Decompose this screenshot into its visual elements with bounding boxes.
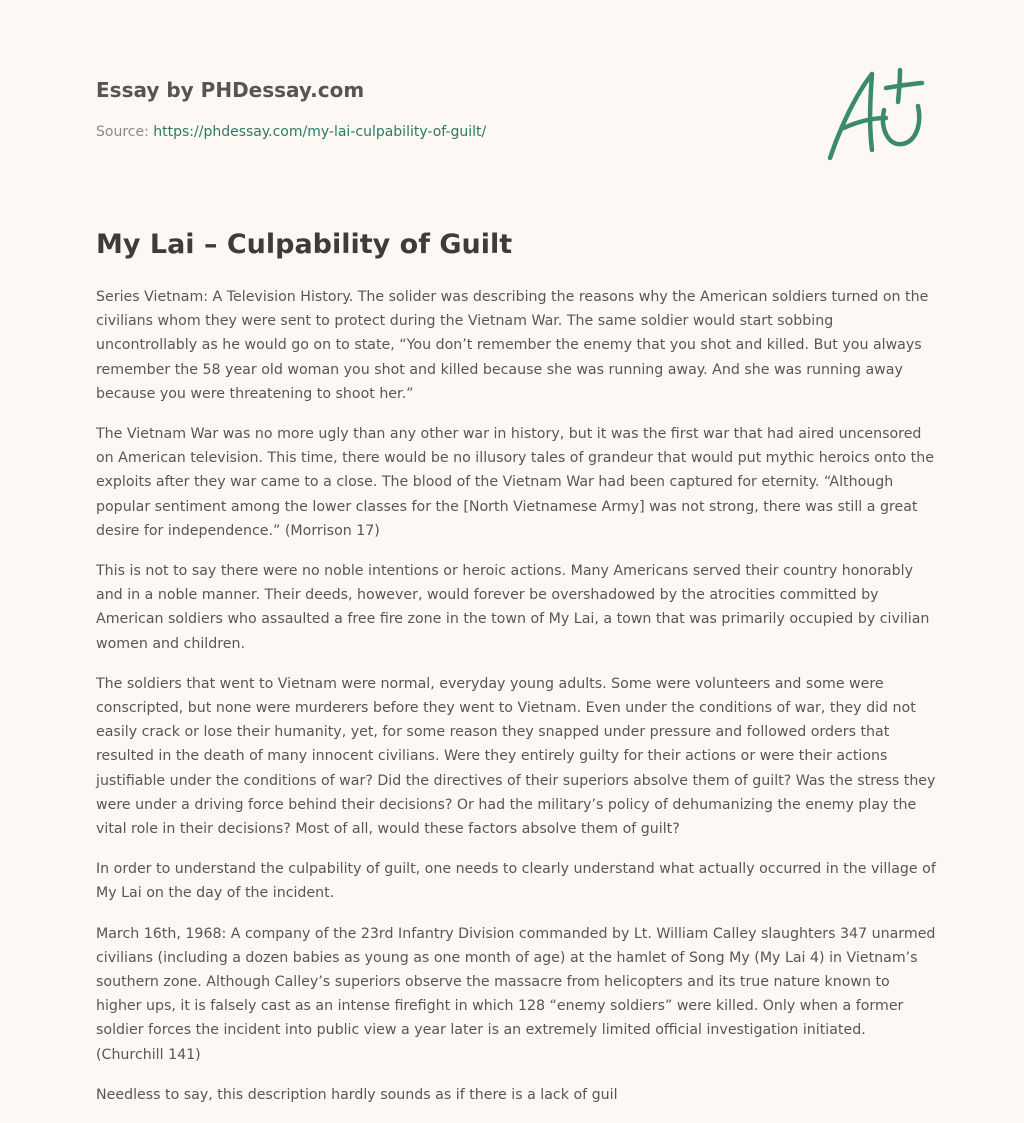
essay-paragraph: March 16th, 1968: A company of the 23rd Infantry Division commanded by Lt. William Calley slaughters 347 unarmed civilians (including a dozen babies as young as one month of age) at the hamlet of Song My (My Lai 4) in Vietnam’s southern zone. Although Calley’s superiors observe the massacre from helicopters and its true nature known to higher ups, it is falsely cast as an intense firefight in which 128 “enemy soldiers” were killed. Only when a former soldier forces the incident into public view a year later is an extremely limited official investigation initiated. (Churchill 141) <box>96 925 936 1063</box>
site-brand: Essay by PHDessay.com <box>96 78 365 102</box>
source-line <box>96 122 796 142</box>
essay-body <box>96 285 936 1123</box>
source-label: Source: <box>96 124 154 140</box>
essay-paragraph: In order to understand the culpability of guilt, one needs to clearly understand what actually occurred in the village of My Lai on the day of the incident. <box>96 861 936 902</box>
essay-paragraph: Series Vietnam: A Television History. The solider was describing the reasons why the American soldiers turned on the civilians whom they were sent to protect during the Vietnam War. The same soldier would start sobbing uncontrollably as he would go on to state, “You don’t remember the enemy that you shot and killed. But you always remember the 58 year old woman you shot and killed because she was running away. And she was running away because you were threatening to shoot her.” <box>96 289 929 402</box>
essay-title: My Lai – Culpability of Guilt <box>96 229 513 260</box>
essay-header <box>96 76 796 142</box>
essay-paragraph: Needless to say, this description hardly sounds as if there is a lack of guil <box>96 1086 618 1103</box>
essay-paragraph: The Vietnam War was no more ugly than any other war in history, but it was the first war that had aired uncensored on American television. This time, there would be no illusory tales of grandeur that would put mythic heroics onto the exploits after they war came to a close. The blood of the Vietnam War had been captured for eternity. “Although popular sentiment among the lower classes for the [North Vietnamese Army] was not strong, there was still a great desire for independence.” (Morrison 17) <box>96 426 934 539</box>
essay-paragraph: The soldiers that went to Vietnam were normal, everyday young adults. Some were volunteers and some were conscripted, but none were murderers before they went to Vietnam. Even under the conditions of war, they did not easily crack or lose their humanity, yet, for some reason they snapped under pressure and followed orders that resulted in the death of many innocent civilians. Were they entirely guilty for their actions or were their actions justifiable under the conditions of war? Did the directives of their superiors absolve them of guilt? Was the stress they were under a driving force behind their decisions? Or had the military’s policy of dehumanizing the enemy play the vital role in their decisions? Most of all, would these factors absolve them of guilt? <box>96 675 936 838</box>
essay-paragraph: This is not to say there were no noble intentions or heroic actions. Many Americans served their country honorably and in a noble manner. Their deeds, however, would forever be overshadowed by the atrocities committed by American soldiers who assaulted a free fire zone in the town of My Lai, a town that was primarily occupied by civilian women and children. <box>96 563 930 652</box>
source-link[interactable]: https://phdessay.com/my-lai-culpability-of-guilt/ <box>153 124 487 140</box>
a-plus-grade-icon <box>822 66 932 166</box>
